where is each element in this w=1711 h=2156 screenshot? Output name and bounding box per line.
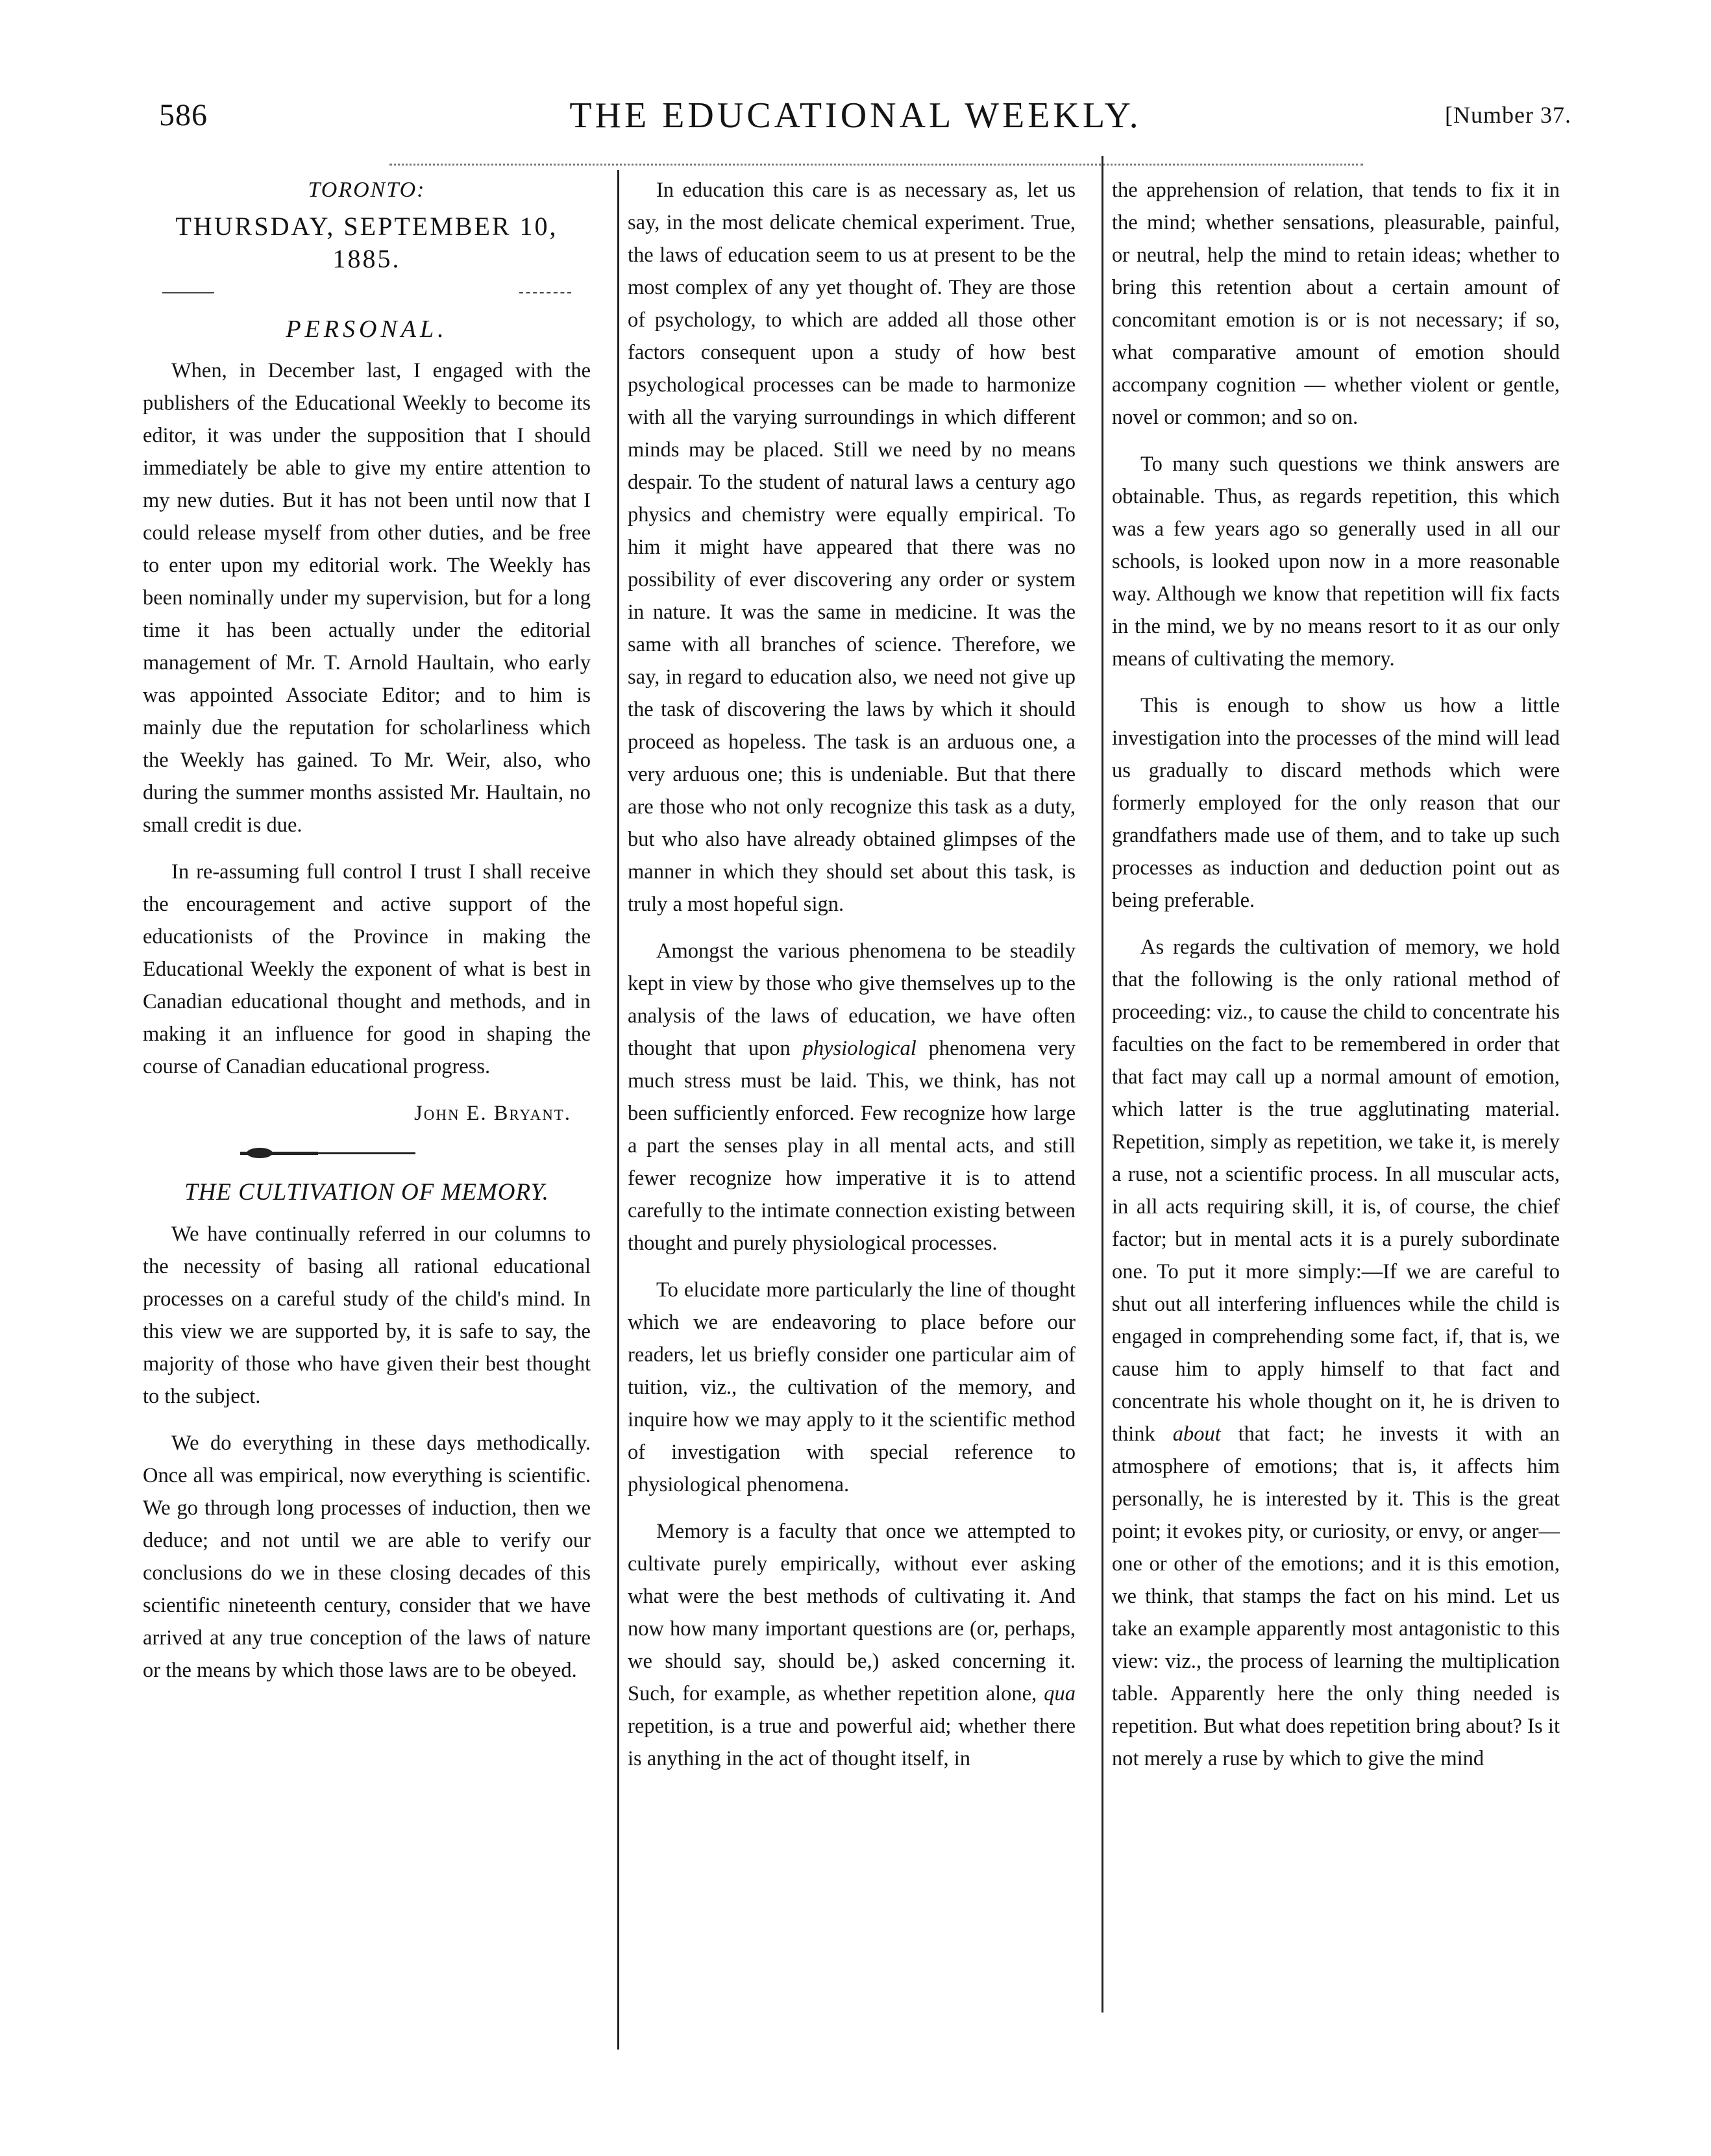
signature: John E. Bryant. [414,1102,571,1125]
column-rule [617,170,619,2050]
section-title-memory: THE CULTIVATION OF MEMORY. [184,1179,549,1206]
paragraph: To elucidate more particularly the line of thought which we are endeavoring to place before our readers, let us briefly consider one particular aim of tuition, viz., the cultivation of the memory, and inquire how we may apply to it the scientific method of investigation with special reference to physiological phenomena. [628,1278,1076,1496]
paragraph: To many such questions we think answers are obtainable. Thus, as regards repetition, this which was a few years ago so generally used in all our schools, is looked upon now in a more reasonable way. Although we know that repetition will fix facts in the mind, we by no means resort to it as our only means of cultivating the memory. [1112,452,1560,671]
paragraph [1112,931,1560,1775]
place-line: TORONTO: [308,178,426,202]
italic-word: about [1172,1422,1221,1446]
issue-number: [Number 37. [1445,102,1571,128]
column-1 [143,174,591,1701]
column-2 [628,174,1076,1789]
text-run: Amongst the various phenomena to be steadily kept in view by those who give themselves up to the analysis of the laws of education, we have often thought that upon [628,939,1076,1060]
paragraph [628,1515,1076,1775]
paragraph: In re-assuming full control I trust I shall receive the encouragement and active support of the educationists of the Province in making the Educational Weekly the exponent of what is best in Canadian educational thought and methods, and in making it an influence for good in shaping the course of Canadian educational progress. [143,860,591,1078]
italic-word: qua [1044,1682,1076,1705]
column-rule [1102,156,1103,2013]
text-run: phenomena very much stress must be laid. This, we think, has not been sufficiently enforced. Few recognize how large a part the senses play in all mental acts, and still fewer recognize how imperative it is to attend carefully to the intimate connection existing between thought and purely physiological processes. [628,1037,1076,1255]
text-run: that fact; he invests it with an atmosphere of emotions; that is, it affects him personally, he is interested by it. This is the great point; it evokes pity, or curiosity, or envy, or anger—one or other of the emotions; and it is this emotion, we think, that stamps the fact on his mind. Let us take an example apparently most antagonistic to this view: viz., the process of learning the multiplication table. Apparently here the only thing needed is repetition. But what does repetition bring about? Is it not merely a ruse by which to give the mind [1112,1422,1560,1770]
page-header [0,97,1711,149]
paragraph: In education this care is as necessary as, let us say, in the most delicate chemical experiment. True, the laws of education seem to us at present to be the most complex of any yet thought of. They are those of psychology, to which are added all those other factors consequent upon a study of how best psychological processes can be made to harmonize with all the varying surroundings in which different minds may be placed. Still we need by no means despair. To the student of natural laws a century ago physics and chemistry were equally empirical. To him it might have appeared that there was no possibility of ever discovering any order or system in nature. It was the same in medicine. It was the same with all branches of science. Therefore, we say, in regard to education also, we need not give up the task of discovering the laws by which it should proceed as hopeless. The task is an arduous one, a very arduous one; this is undeniable. But that there are those who not only recognize this task as a duty, but who also have already obtained glimpses of the manner in which they should set about this task, is truly a most hopeful sign. [628,179,1076,916]
text-run: Memory is a faculty that once we attempted to cultivate purely empirically, without ever asking what were the best methods of cultivating it. And now how many important questions are (or, perhaps, we should say, should be,) asked concerning it. Such, for example, as whether repetition alone, [628,1520,1076,1705]
text-run: repetition, is a true and powerful aid; whether there is anything in the act of thought itself, in [628,1715,1076,1770]
column-3 [1112,174,1560,1789]
section-title-personal: PERSONAL. [286,316,448,343]
page-number: 586 [159,98,208,132]
header-rule [389,164,1363,166]
italic-word: physiological [802,1037,917,1060]
paragraph: We have continually referred in our columns to the necessity of basing all rational educational processes on a careful study of the child's mind. In this view we are supported by, it is safe to say, the majority of those who have given their best thought to the subject. [143,1222,591,1408]
paragraph [628,935,1076,1259]
paragraph: the apprehension of relation, that tends to fix it in the mind; whether sensations, pleasurable, painful, or neutral, help the mind to retain ideas; whether to bring this retention about a certain amount of concomitant emotion is or is not necessary; if so, what comparative amount of emotion should accompany cognition — whether violent or gentle, novel or common; and so on. [1112,179,1560,429]
paragraph: We do everything in these days methodically. Once all was empirical, now everything is scientific. We go through long processes of induction, then we deduce; and not until we are able to verify our conclusions do we in these closing decades of this scientific nineteenth century, consider that we have arrived at any true conception of the laws of nature or the means by which those laws are to be obeyed. [143,1431,591,1682]
text-run: As regards the cultivation of memory, we hold that the following is the only rational method of proceeding: viz., to cause the child to concentrate his faculties on the fact to be remembered in order that that fact may call up a normal amount of emotion, which latter is the true agglutinating material. Repetition, simply as repetition, we take it, is merely a ruse, not a scientific process. In all muscular acts, in all acts requiring skill, it is, of course, the chief factor; but in mental acts it is a purely subordinate one. To put it more simply:—If we are careful to shut out all interfering influences while the child is engaged in comprehending some fact, if, that is, we cause him to apply himself to that fact and concentrate his whole thought on it, he is driven to think [1112,936,1560,1446]
dateline: THURSDAY, SEPTEMBER 10, 1885. [175,212,558,273]
ornamental-rule [143,1141,591,1167]
paragraph: When, in December last, I engaged with the publishers of the Educational Weekly to become its editor, it was under the supposition that I should immediately be able to give my entire attention to my new duties. But it has not been until now that I could release myself from other duties, and be free to enter upon my editorial work. The Weekly has been nominally under my supervision, but for a long time it has been actually under the editorial management of Mr. T. Arnold Haultain, who early was appointed Associate Editor; and to him is mainly due the reputation for scholarliness which the Weekly has gained. To Mr. Weir, also, who during the summer months assisted Mr. Haultain, no small credit is due. [143,359,591,837]
page-title: THE EDUCATIONAL WEEKLY. [569,95,1142,136]
short-rules [143,286,591,305]
paragraph: This is enough to show us how a little investigation into the processes of the mind will lead us gradually to discard methods which were formerly employed for the only reason that our grandfathers made use of them, and to take up such processes as induction and deduction point out as being preferable. [1112,694,1560,912]
